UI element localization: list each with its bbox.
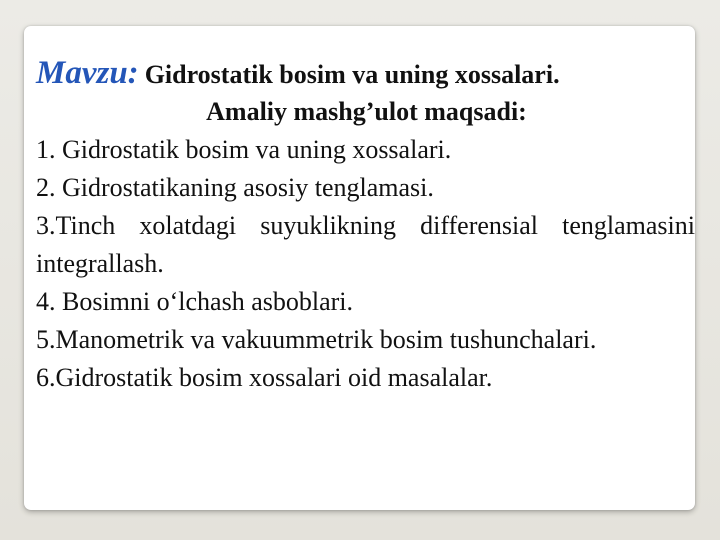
title-line: [36, 50, 695, 96]
list-item: 3.Tinch xolatdagi suyuklikning differensial tenglamasini integrallash.: [36, 211, 695, 278]
list-item: 6.Gidrostatik bosim xossalari oid masalalar.: [36, 363, 493, 392]
topic-title: Gidrostatik bosim va uning xossalari.: [144, 60, 560, 89]
list-item: 2. Gidrostatikaning asosiy tenglamasi.: [36, 173, 434, 202]
list-item: 4. Bosimni o‘lchash asboblari.: [36, 287, 354, 316]
list-item: 1. Gidrostatik bosim va uning xossalari.: [36, 135, 452, 164]
topic-label: Mavzu:: [36, 55, 139, 91]
subtitle: Amaliy mashg’ulot maqsadi:: [206, 97, 527, 126]
goals-list: [36, 131, 695, 397]
list-item: 5.Manometrik va vakuummetrik bosim tushunchalari.: [36, 325, 597, 354]
slide-content: [36, 50, 695, 397]
